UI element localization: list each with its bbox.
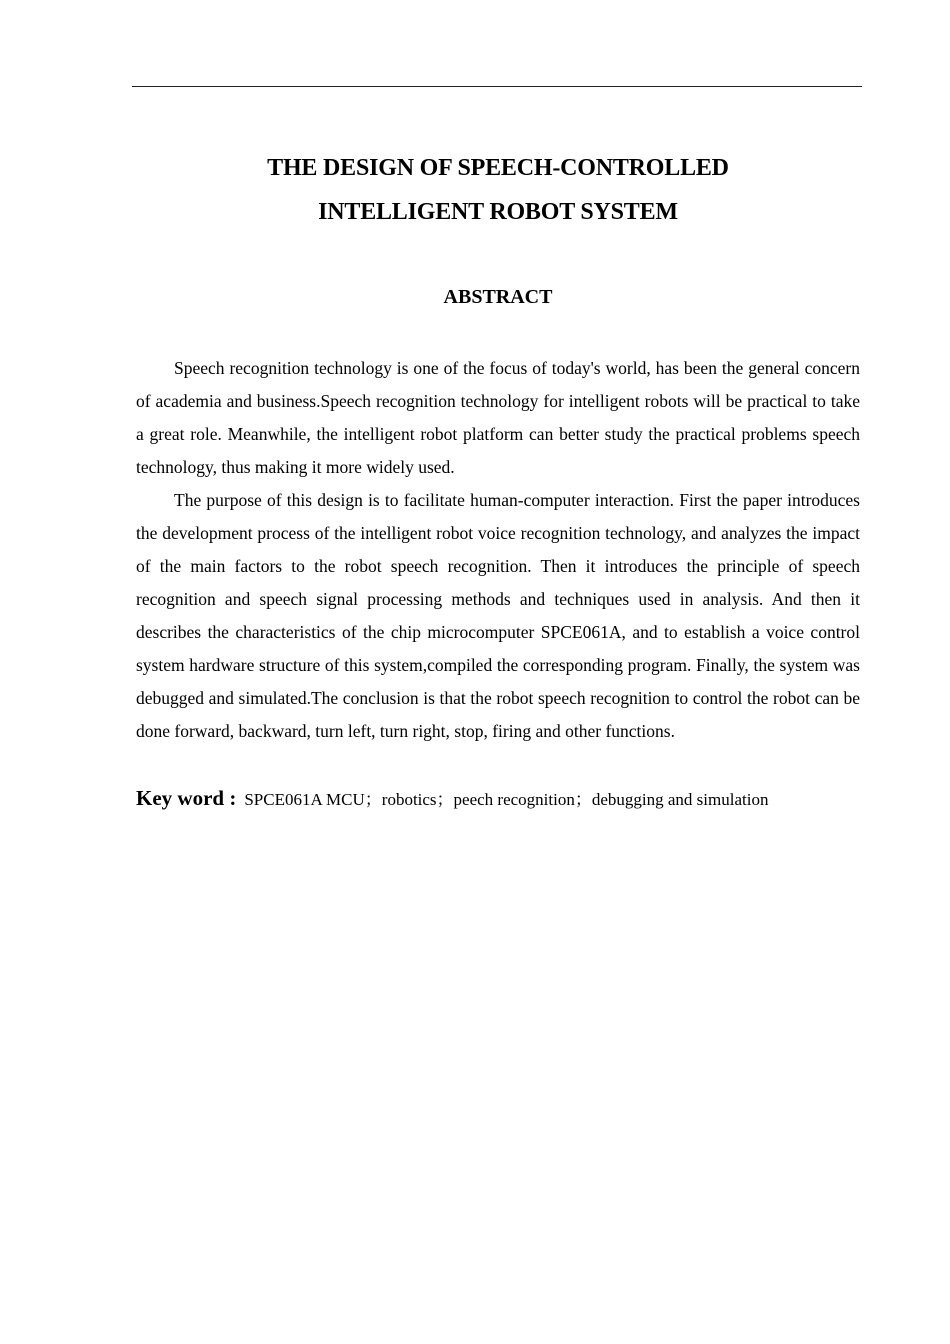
title-line-1: THE DESIGN OF SPEECH-CONTROLLED — [267, 155, 729, 181]
title-block — [0, 146, 950, 234]
abstract-heading: ABSTRACT — [443, 286, 553, 308]
keywords-label: Key word : — [136, 786, 237, 810]
title-line-2: INTELLIGENT ROBOT SYSTEM — [318, 199, 678, 225]
header-rule — [132, 86, 862, 87]
abstract-body — [136, 352, 860, 748]
abstract-paragraph-2: The purpose of this design is to facilitate human-computer interaction. First the paper introduces the development process of the intelligent robot voice recognition technology, and analyzes the impact of the main factors to the robot speech recognition. Then it introduces the principle of speech recognition and speech signal processing methods and techniques used in analysis. And then it describes the characteristics of the chip microcomputer SPCE061A, and to establish a voice control system hardware structure of this system,compiled the corresponding program. Finally, the system was debugged and simulated.The conclusion is that the robot speech recognition to control the robot can be done forward, backward, turn left, turn right, stop, firing and other functions. — [136, 490, 860, 741]
keywords-line — [136, 783, 876, 815]
abstract-paragraph-1: Speech recognition technology is one of the focus of today's world, has been the general concern of academia and business.Speech recognition technology for intelligent robots will be practical to take a great role. Meanwhile, the intelligent robot platform can better study the practical problems speech technology, thus making it more widely used. — [136, 358, 860, 477]
keywords-list: SPCE061A MCU；robotics；peech recognition；debugging and simulation — [244, 790, 769, 809]
